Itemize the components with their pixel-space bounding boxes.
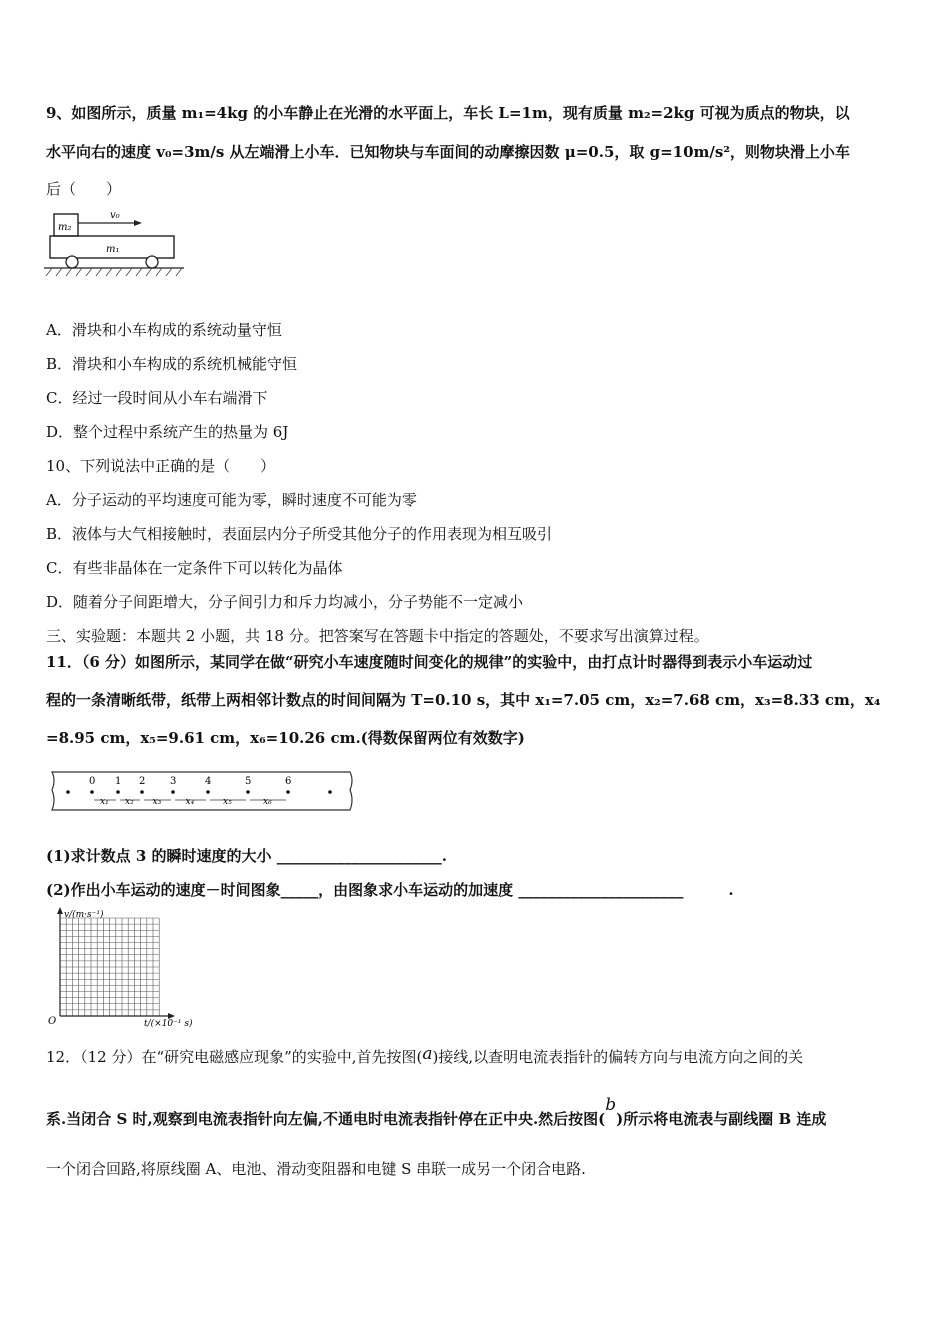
tape-dot-start — [66, 790, 70, 794]
cart-label: m₁ — [106, 244, 120, 255]
tape-point-6 — [286, 790, 290, 794]
tape-segment-label-3: x₃ — [152, 797, 162, 807]
origin-label: O — [48, 1016, 57, 1027]
q11-sub1: (1)求计数点 3 的瞬时速度的大小 ______________________. — [46, 847, 447, 865]
q12-line-2 — [46, 1095, 827, 1129]
tape-point-5 — [246, 790, 250, 794]
y-axis-arrow — [57, 907, 63, 914]
tape-point-label-0: 0 — [89, 776, 96, 787]
q9-stem-line-1: 9、如图所示，质量 m₁=4kg 的小车静止在光滑的水平面上，车长 L=1m，现有质量 m₂=2kg 可视为质点的物块，以 — [46, 104, 850, 122]
tape-dot-end — [328, 790, 332, 794]
q12-line-2-a: 系.当闭合 S 时,观察到电流表指针向左偏,不通电时电流表指针停在正中央.然后按图( — [46, 1110, 606, 1128]
block-label: m₂ — [58, 222, 72, 233]
q10-stem: 10、下列说法中正确的是（ ） — [46, 457, 276, 475]
q10-option-c: C．有些非晶体在一定条件下可以转化为晶体 — [46, 559, 343, 577]
q11-stem-line-2: 程的一条清晰纸带，纸带上两相邻计数点的时间间隔为 T=0.10 s，其中 x₁=7.05 cm，x₂=7.68 cm，x₃=8.33 cm，x₄ — [46, 691, 881, 709]
wheel-left — [66, 256, 78, 268]
q11-vt-graph-grid — [44, 906, 214, 1030]
tape-point-label-2: 2 — [139, 776, 146, 787]
q9-cart-figure — [44, 206, 194, 278]
tape-point-3 — [171, 790, 175, 794]
q9-stem-line-3: 后（ ） — [46, 180, 122, 198]
q9-option-b: B．滑块和小车构成的系统机械能守恒 — [46, 355, 298, 373]
q11-paper-tape — [48, 770, 356, 812]
tape-segment-label-5: x₅ — [223, 797, 232, 807]
tape-point-0 — [90, 790, 94, 794]
tape-segment-label-6: x₆ — [263, 797, 272, 807]
q12-line-1 — [46, 1046, 803, 1067]
x-axis-label: t/(×10⁻¹ s) — [144, 1019, 193, 1029]
tape-point-4 — [206, 790, 210, 794]
tape-point-label-4: 4 — [205, 776, 212, 787]
y-axis-label: v/(m·s⁻¹) — [64, 910, 104, 920]
q12-line-3: 一个闭合回路,将原线圈 A、电池、滑动变阻器和电键 S 串联一成另一个闭合电路. — [46, 1160, 586, 1178]
q11-stem-line-3: =8.95 cm，x₅=9.61 cm，x₆=10.26 cm.(得数保留两位有效数字) — [46, 729, 525, 747]
q9-option-c: C．经过一段时间从小车右端滑下 — [46, 389, 268, 407]
tape-point-label-1: 1 — [115, 776, 122, 787]
tape-point-label-3: 3 — [170, 776, 177, 787]
tape-point-label-6: 6 — [285, 776, 292, 787]
q9-option-a: A．滑块和小车构成的系统动量守恒 — [46, 321, 282, 339]
q11-sub2: (2)作出小车运动的速度－时间图象_____，由图象求小车运动的加速度 ______________________ . — [46, 881, 734, 899]
q10-option-d: D．随着分子间距增大，分子间引力和斥力均减小，分子势能不一定减小 — [46, 593, 524, 611]
tape-segment-label-4: x₄ — [185, 797, 195, 807]
tape-outline — [52, 772, 352, 810]
tape-segment-label-2: x₂ — [125, 797, 134, 807]
ground-hatching — [46, 268, 182, 276]
tape-point-label-5: 5 — [245, 776, 252, 787]
tape-point-2 — [140, 790, 144, 794]
tape-point-1 — [116, 790, 120, 794]
wheel-right — [146, 256, 158, 268]
tape-segment-label-1: x₁ — [100, 797, 109, 807]
q11-stem-line-1: 11．（6 分）如图所示，某同学在做“研究小车速度随时间变化的规律”的实验中，由打点计时器得到表示小车运动过 — [46, 653, 813, 671]
q10-option-b: B．液体与大气相接触时，表面层内分子所受其他分子的作用表现为相互吸引 — [46, 525, 553, 543]
q10-option-a: A．分子运动的平均速度可能为零，瞬时速度不可能为零 — [46, 491, 417, 509]
figure-a-label: a — [422, 1044, 433, 1064]
section-3-heading: 三、实验题：本题共 2 小题，共 18 分。把答案写在答题卡中指定的答题处，不要求写出演算过程。 — [46, 627, 709, 645]
velocity-arrowhead — [134, 220, 142, 226]
q9-stem-line-2: 水平向右的速度 v₀=3m/s 从左端滑上小车．已知物块与车面间的动摩擦因数 μ=0.5，取 g=10m/s²，则物块滑上小车 — [46, 143, 850, 161]
q12-line-1-b: )接线,以查明电流表指针的偏转方向与电流方向之间的关 — [432, 1048, 804, 1066]
velocity-label: v₀ — [110, 210, 120, 221]
figure-b-label: b — [605, 1095, 617, 1115]
q9-option-d: D．整个过程中系统产生的热量为 6J — [46, 423, 289, 441]
q12-line-2-b: )所示将电流表与副线圈 B 连成 — [616, 1110, 827, 1128]
q12-line-1-a: 12．（12 分）在“研究电磁感应现象”的实验中,首先按图( — [46, 1048, 423, 1066]
